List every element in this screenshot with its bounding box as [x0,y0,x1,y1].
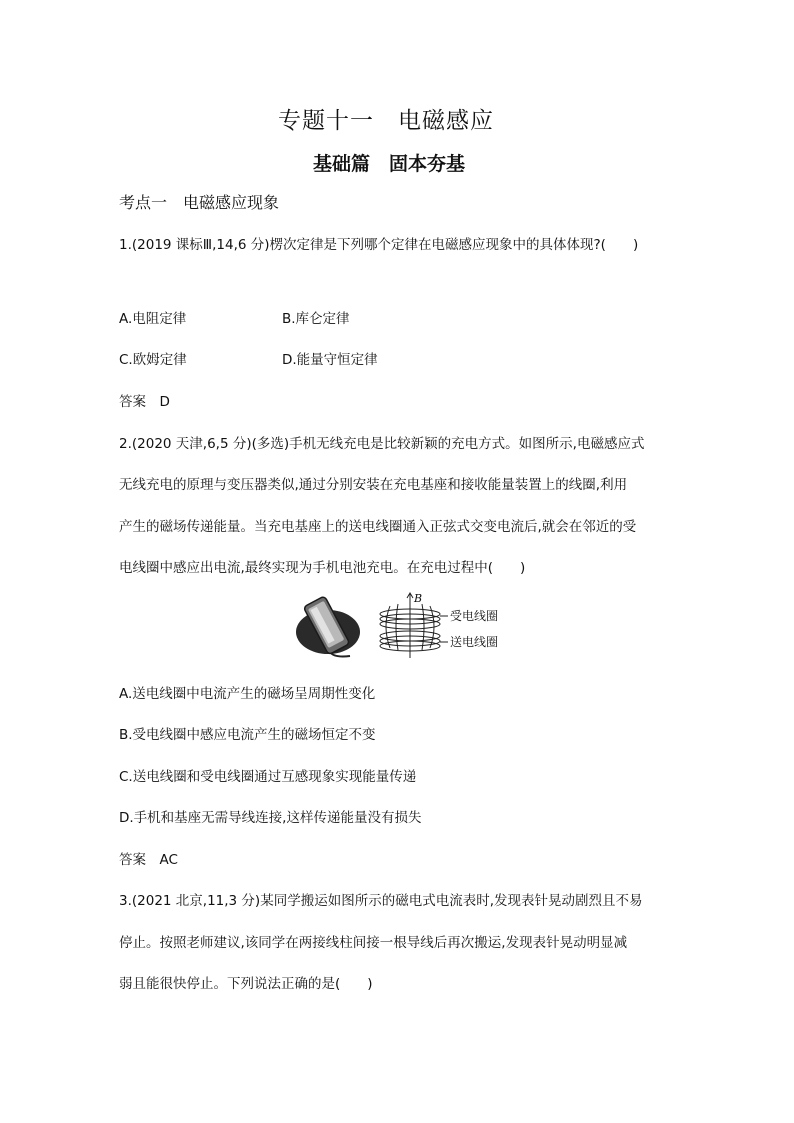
question-2-option-c: C.送电线圈和受电线圈通过互感现象实现能量传递 [119,769,417,785]
question-3-stem-line-3: 弱且能很快停止。下列说法正确的是( ) [119,976,373,992]
receive-coil-label: 受电线圈 [450,609,499,623]
page-title: 专题十一 电磁感应 [278,108,494,134]
question-2-stem-line-4: 电线圈中感应出电流,最终实现为手机电池充电。在充电过程中( ) [119,560,526,576]
question-2-option-d: D.手机和基座无需导线连接,这样传递能量没有损失 [119,810,422,826]
question-3-stem-line-1: 3.(2021 北京,11,3 分)某同学搬运如图所示的磁电式电流表时,发现表针晃动剧烈且不易 [119,893,643,909]
question-1-option-d: D.能量守恒定律 [282,352,378,368]
question-2-option-a: A.送电线圈中电流产生的磁场呈周期性变化 [119,686,376,702]
send-coil-label: 送电线圈 [450,635,499,649]
question-2-option-b: B.受电线圈中感应电流产生的磁场恒定不变 [119,727,376,743]
question-1-option-b: B.库仑定律 [282,311,350,327]
page-subtitle: 基础篇 固本夯基 [313,153,466,175]
question-3-stem-line-2: 停止。按照老师建议,该同学在两接线柱间接一根导线后再次搬运,发现表针晃动明显减 [119,935,628,951]
question-1-answer: 答案 D [119,394,170,410]
magnetic-field-label: B [414,592,423,605]
question-2-answer: 答案 AC [119,852,178,868]
question-1-option-a: A.电阻定律 [119,311,187,327]
question-1-option-c: C.欧姆定律 [119,352,187,368]
question-2-stem-line-1: 2.(2020 天津,6,5 分)(多选)手机无线充电是比较新颖的充电方式。如图所示,电磁感应式 [119,436,645,452]
question-1-stem: 1.(2019 课标Ⅲ,14,6 分)楞次定律是下列哪个定律在电磁感应现象中的具体体现?( ) [119,237,639,253]
wireless-charging-figure [290,592,510,664]
question-2-stem-line-3: 产生的磁场传递能量。当充电基座上的送电线圈通入正弦式交变电流后,就会在邻近的受 [119,519,637,535]
question-2-stem-line-2: 无线充电的原理与变压器类似,通过分别安装在充电基座和接收能量装置上的线圈,利用 [119,477,628,493]
charger-illustration [290,592,510,664]
section-heading: 考点一 电磁感应现象 [119,193,280,212]
